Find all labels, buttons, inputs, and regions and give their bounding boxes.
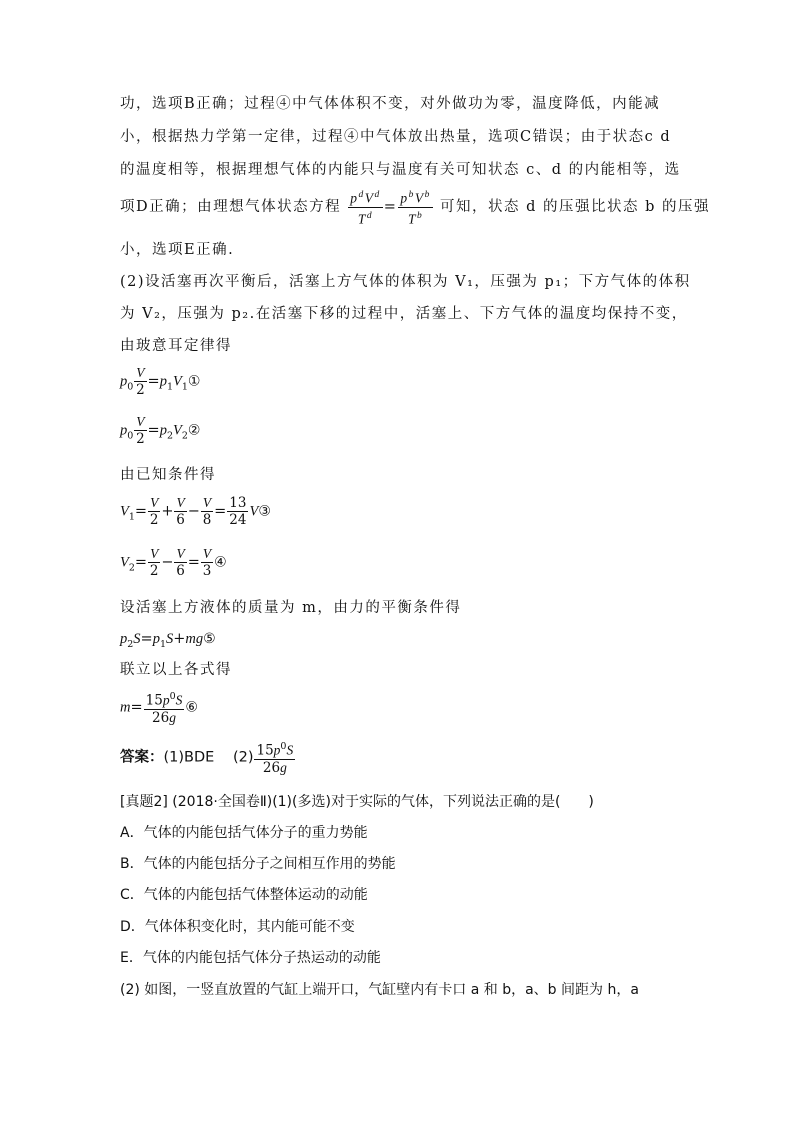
equation-4: $V_2=$ $\frac{V}{2}$ − $\frac{V}{6}$ = $\frac{V}{3}$ ④ (120, 546, 227, 579)
solution-line-4-end: 可知，状态 d 的压强比状态 b 的压强 (440, 199, 710, 215)
mass-line: 设活塞上方液体的质量为 m，由力的平衡条件得 (120, 600, 462, 616)
equation-6: m= $\frac{15p^0S}{26g}$ ⑥ (120, 691, 198, 726)
answer-line: 答案：(1)BDE (2) $\frac{15p^0S}{26g}$ (120, 741, 294, 776)
solution-line-8: 由玻意耳定律得 (120, 338, 232, 354)
solution-line-4: 项D正确；由理想气体状态方程 $\frac{p^dV^d}{T^d}$ = $\frac{p^bV^b}{T^b}$ 可知，状态 d 的压强比状态 b 的压强 (120, 190, 710, 226)
question-part2: (2) 如图，一竖直放置的气缸上端开口，气缸壁内有卡口 a 和 b，a、b 间距为 h，a (120, 982, 639, 998)
option-e: E．气体的内能包括气体分子热运动的动能 (120, 950, 381, 966)
answer-part2: (2) (232, 749, 254, 766)
question-tag: [真题2] (120, 794, 168, 810)
known-condition-label: 由已知条件得 (120, 467, 216, 483)
solution-line-5: 小，选项E正确. (120, 242, 235, 258)
option-b: B．气体的内能包括分子之间相互作用的势能 (120, 856, 396, 872)
solution-line-1: 功，选项B正确；过程④中气体体积不变，对外做功为零，温度降低，内能减 (120, 96, 661, 112)
equation-1: $p_0$ $\frac{V}{2}$ $=p_1V_1①$ (120, 365, 201, 398)
option-a: A．气体的内能包括气体分子的重力势能 (120, 825, 368, 841)
state-equation-right: $\frac{p^bV^b}{T^b}$ (400, 190, 431, 226)
state-equation-left: $\frac{p^dV^d}{T^d}$ (350, 190, 381, 226)
equation-3: $V_1=$ $\frac{V}{2}$ + $\frac{V}{6}$ − $\frac{V}{8}$ = $\frac{13}{24}$ V③ (120, 495, 271, 528)
solution-line-4-start: 项D正确；由理想气体状态方程 (120, 199, 342, 215)
option-c: C．气体的内能包括气体整体运动的动能 (120, 887, 368, 903)
combine-line: 联立以上各式得 (120, 662, 232, 678)
equation-2: $p_0$ $\frac{V}{2}$ $=p_2V_2②$ (120, 414, 201, 447)
solution-line-2: 小，根据热力学第一定律，过程④中气体放出热量，选项C错误；由于状态c d (120, 129, 672, 145)
equation-5: $p_2S=p_1S+mg⑤$ (120, 631, 216, 650)
answer-part1: (1)BDE (163, 749, 215, 766)
question-source: (2018·全国卷Ⅱ)(1)(多选)对于实际的气体，下列说法正确的是( ) (172, 794, 594, 810)
solution-line-7: 为 V₂，压强为 p₂.在活塞下移的过程中，活塞上、下方气体的温度均保持不变， (120, 306, 688, 322)
answer-label: 答案： (120, 749, 164, 766)
option-d: D．气体体积变化时，其内能可能不变 (120, 919, 355, 935)
question-header (120, 795, 594, 809)
solution-line-3: 的温度相等，根据理想气体的内能只与温度有关可知状态 c、d 的内能相等，选 (120, 162, 681, 178)
solution-line-6: (2)设活塞再次平衡后，活塞上方气体的体积为 V₁，压强为 p₁；下方气体的体积 (120, 274, 691, 290)
